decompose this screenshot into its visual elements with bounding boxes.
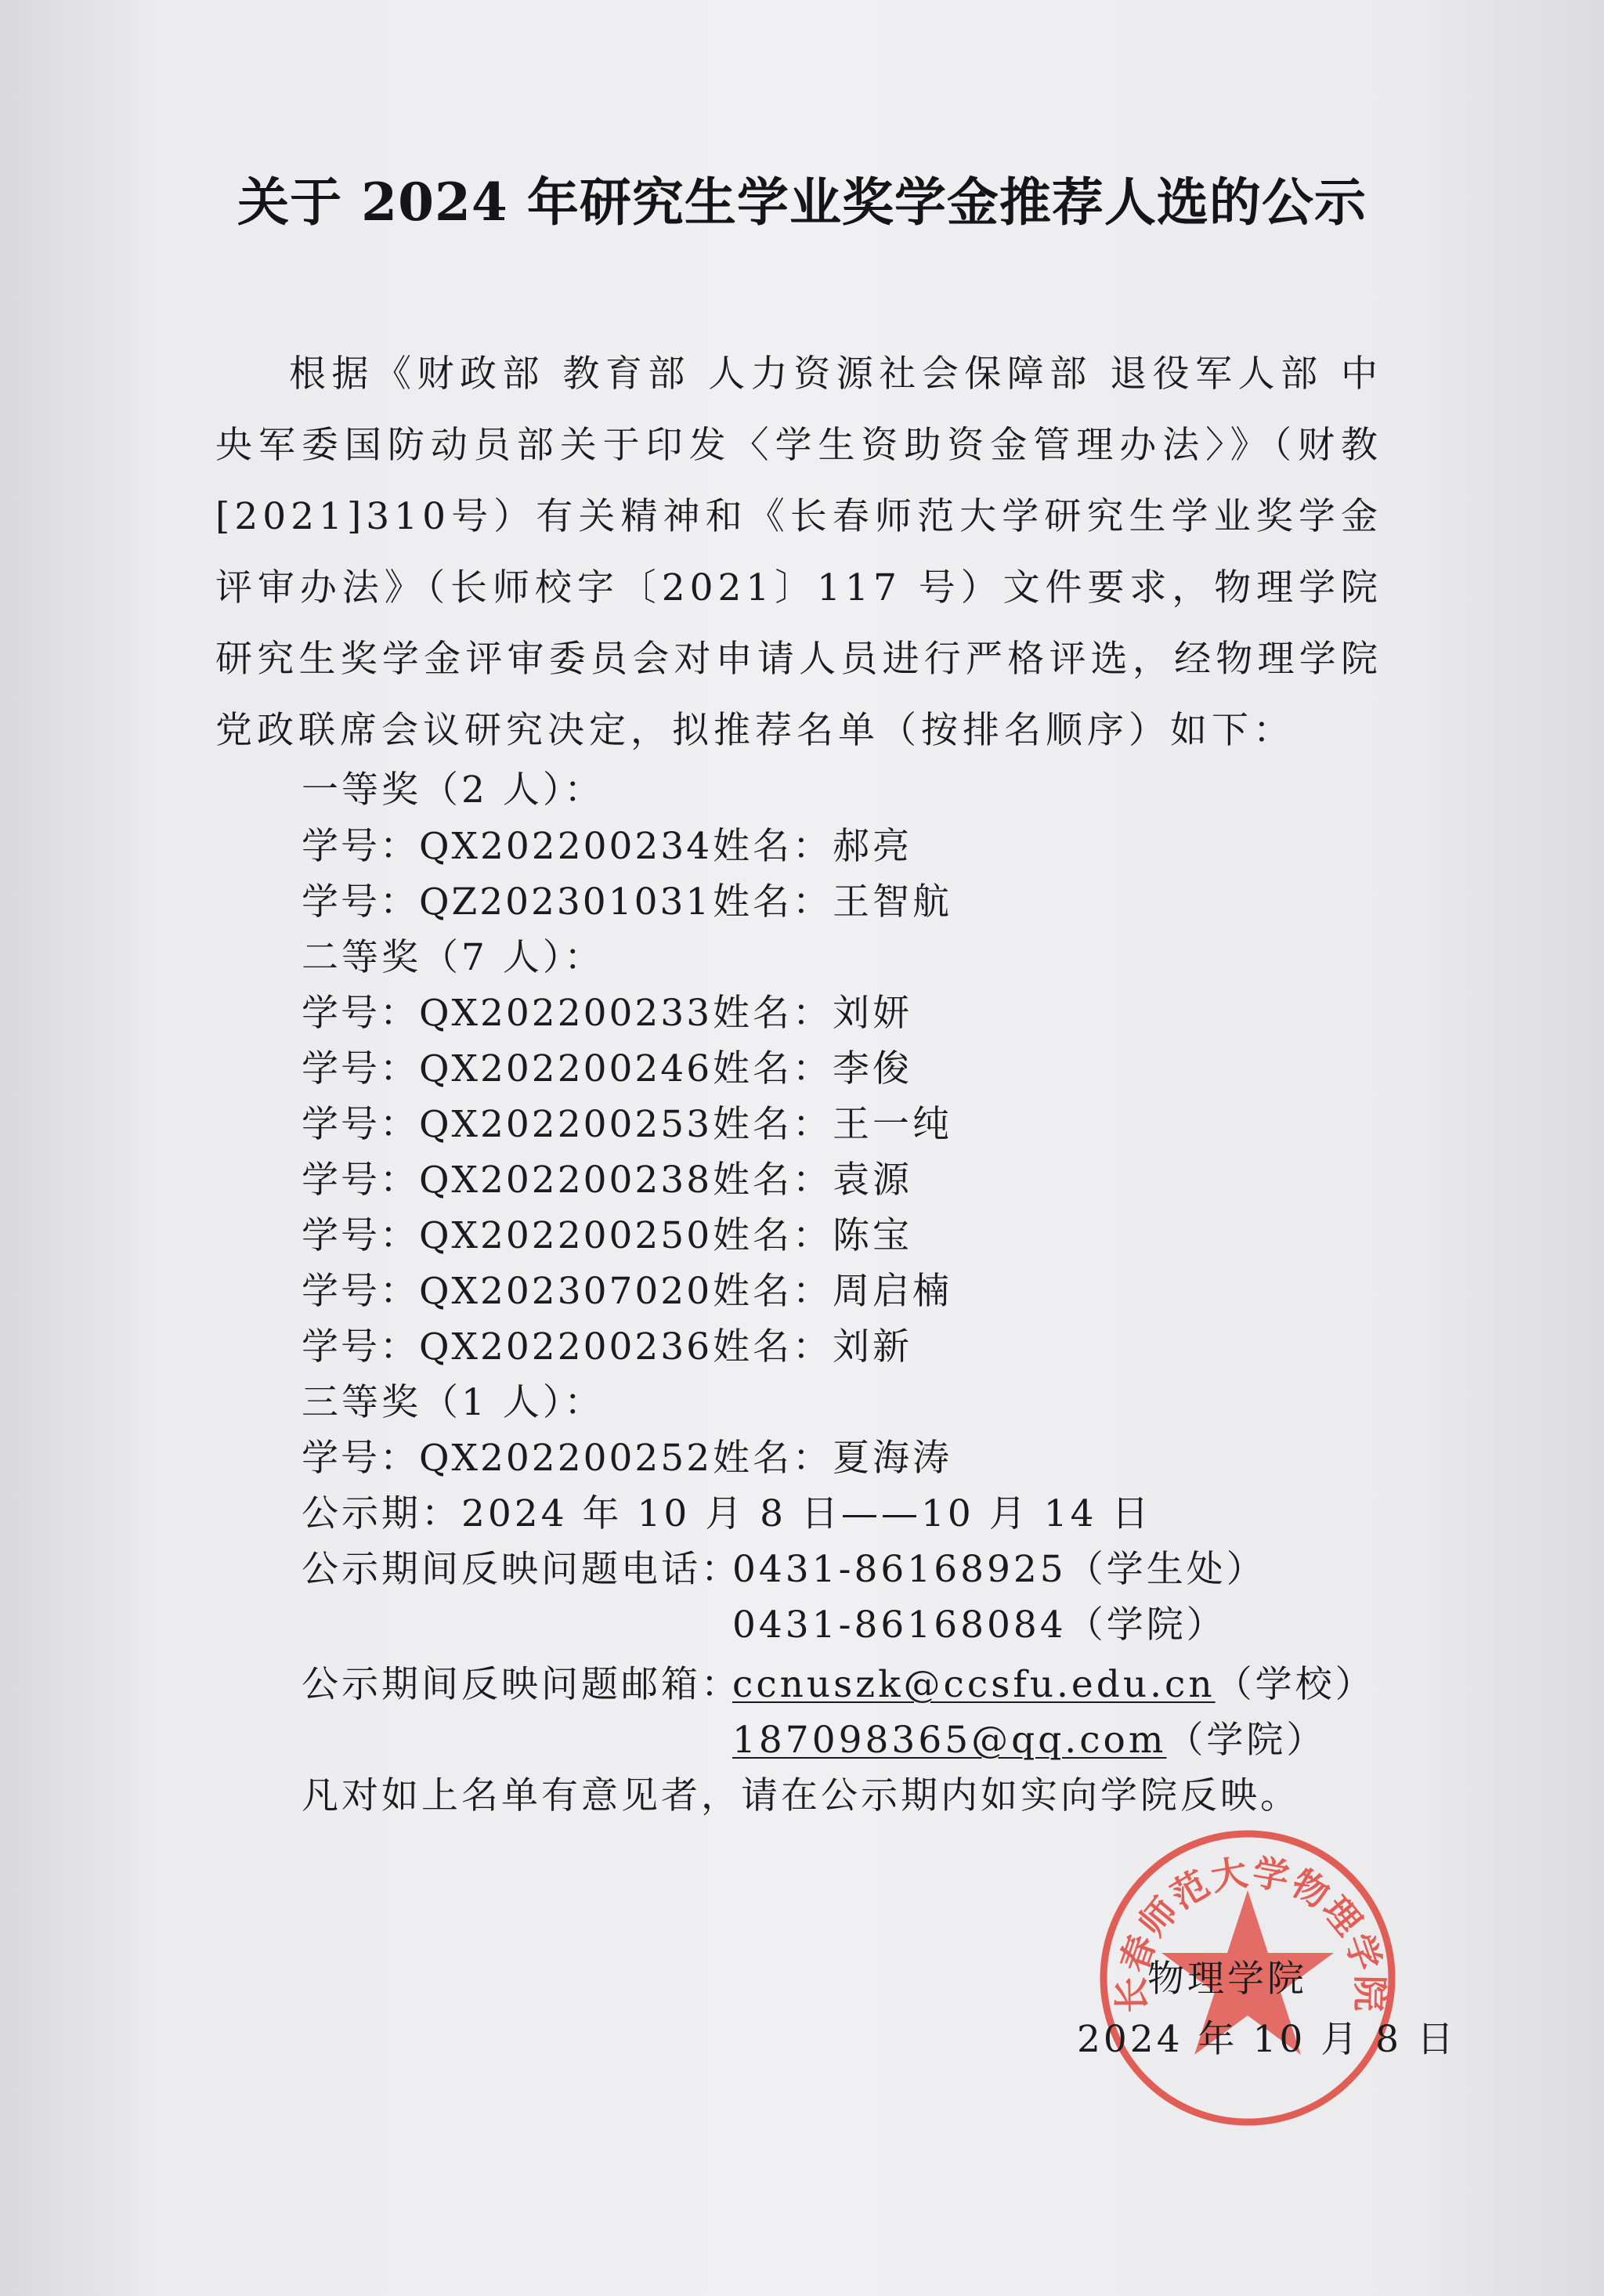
- third-prize-id-1: 学号：QX202200252: [302, 1437, 713, 1480]
- first-prize-heading: 一等奖（2 人）：: [302, 768, 605, 812]
- second-prize-heading: 二等奖（7 人）：: [302, 936, 605, 979]
- second-prize-name-1: 姓名：刘妍: [713, 992, 912, 1035]
- second-prize-name-5: 姓名：陈宝: [713, 1214, 912, 1257]
- svg-text:长春师范大学物理学院: 长春师范大学物理学院: [1110, 1850, 1392, 2014]
- second-prize-name-7: 姓名：刘新: [713, 1325, 912, 1369]
- email-link-school[interactable]: ccnuszk@ccsfu.edu.cn: [732, 1663, 1216, 1706]
- first-prize-id-2: 学号：QZ202301031: [302, 880, 712, 924]
- second-prize-name-6: 姓名：周启楠: [713, 1270, 952, 1313]
- signature-org: 物理学院: [1147, 1958, 1307, 2001]
- second-prize-id-4: 学号：QX202200238: [302, 1159, 713, 1202]
- first-prize-id-1: 学号：QX202200234: [302, 825, 713, 868]
- email-label: 公示期间反映问题邮箱：: [302, 1663, 741, 1706]
- email-line-college: [732, 1719, 1327, 1762]
- second-prize-id-5: 学号：QX202200250: [302, 1214, 713, 1257]
- phone-college: 0431-86168084（学院）: [732, 1604, 1226, 1647]
- third-prize-heading: 三等奖（1 人）：: [302, 1381, 605, 1424]
- email-note-college: （学院）: [1166, 1719, 1327, 1762]
- phone-label: 公示期间反映问题电话：: [302, 1548, 741, 1591]
- second-prize-id-6: 学号：QX202307020: [302, 1270, 713, 1313]
- second-prize-name-3: 姓名：王一纯: [713, 1103, 952, 1146]
- second-prize-id-3: 学号：QX202200253: [302, 1103, 713, 1146]
- publicity-period: 公示期：2024 年 10 月 8 日——10 月 14 日: [302, 1492, 1152, 1535]
- first-prize-name-2: 姓名：王智航: [713, 880, 952, 924]
- phone-student-office: 0431-86168925（学生处）: [732, 1548, 1266, 1591]
- intro-paragraph: 根据《财政部 教育部 人力资源社会保障部 退役军人部 中央军委国防动员部关于印发〈学生资助资金管理办法〉》（财教[2021]310号）有关精神和《长春师范大学研究生学业奖学金评审办法》（长师校字〔2021〕117 号）文件要求，物理学院研究生奖学金评审委员会对申请人员进行严格评选，经物理学院党政联席会议研究决定，拟推荐名单（按排名顺序）如下：: [215, 353, 1382, 752]
- email-note-school: （学校）: [1215, 1663, 1375, 1706]
- closing-statement: 凡对如上名单有意见者，请在公示期内如实向学院反映。: [302, 1774, 1300, 1817]
- second-prize-id-7: 学号：QX202200236: [302, 1325, 713, 1369]
- second-prize-name-2: 姓名：李俊: [713, 1047, 912, 1090]
- signature-date: 2024 年 10 月 8 日: [1077, 2018, 1458, 2061]
- third-prize-name-1: 姓名：夏海涛: [713, 1437, 952, 1480]
- email-line-school: [732, 1663, 1375, 1706]
- second-prize-id-1: 学号：QX202200233: [302, 992, 713, 1035]
- document-title: 关于 2024 年研究生学业奖学金推荐人选的公示: [237, 172, 1367, 233]
- first-prize-name-1: 姓名：郝亮: [713, 825, 912, 868]
- second-prize-id-2: 学号：QX202200246: [302, 1047, 713, 1090]
- second-prize-name-4: 姓名：袁源: [713, 1159, 912, 1202]
- email-link-college[interactable]: 187098365@qq.com: [732, 1719, 1167, 1762]
